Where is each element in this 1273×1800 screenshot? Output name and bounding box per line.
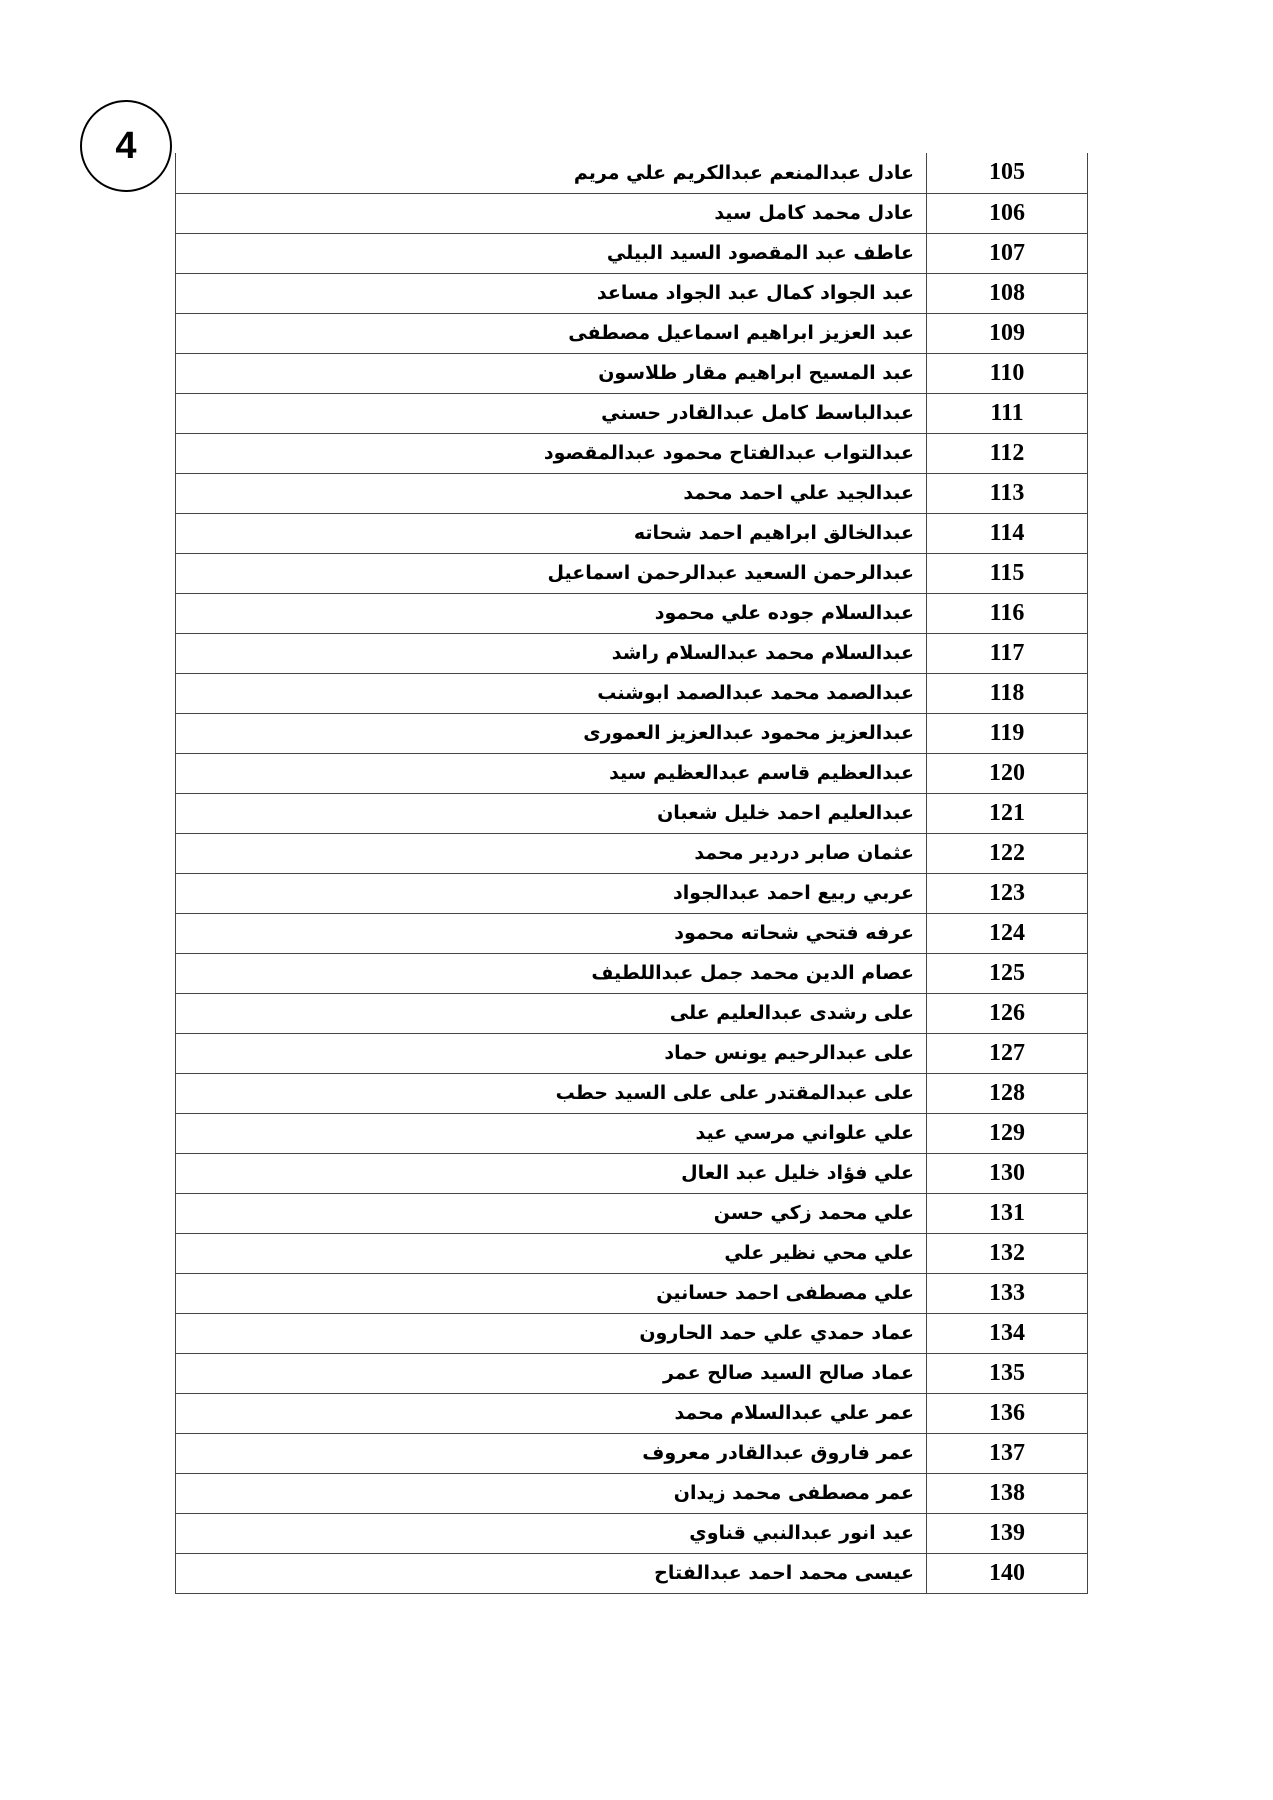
serial-number-cell: 128 — [927, 1073, 1088, 1113]
serial-number-cell: 108 — [927, 273, 1088, 313]
serial-number-cell: 111 — [927, 393, 1088, 433]
serial-number-cell: 116 — [927, 593, 1088, 633]
name-cell: عيسى محمد احمد عبدالفتاح — [176, 1553, 927, 1593]
table-row — [176, 1393, 1088, 1433]
table-row — [176, 1273, 1088, 1313]
table-row — [176, 353, 1088, 393]
table-row — [176, 313, 1088, 353]
name-cell: على رشدى عبدالعليم على — [176, 993, 927, 1033]
name-cell: على عبدالرحيم يونس حماد — [176, 1033, 927, 1073]
table-row — [176, 593, 1088, 633]
serial-number-cell: 135 — [927, 1353, 1088, 1393]
serial-number-cell: 137 — [927, 1433, 1088, 1473]
serial-number-cell: 117 — [927, 633, 1088, 673]
table-row — [176, 873, 1088, 913]
name-cell: علي مصطفى احمد حسانين — [176, 1273, 927, 1313]
serial-number-cell: 112 — [927, 433, 1088, 473]
name-cell: عمر علي عبدالسلام محمد — [176, 1393, 927, 1433]
name-cell: عماد حمدي علي حمد الحارون — [176, 1313, 927, 1353]
serial-number-cell: 133 — [927, 1273, 1088, 1313]
table-row — [176, 753, 1088, 793]
table-row — [176, 953, 1088, 993]
serial-number-cell: 120 — [927, 753, 1088, 793]
serial-number-cell: 115 — [927, 553, 1088, 593]
name-cell: عمر فاروق عبدالقادر معروف — [176, 1433, 927, 1473]
table-row — [176, 913, 1088, 953]
table-row — [176, 393, 1088, 433]
serial-number-cell: 107 — [927, 233, 1088, 273]
serial-number-cell: 124 — [927, 913, 1088, 953]
serial-number-cell: 105 — [927, 153, 1088, 193]
name-cell: عربي ربيع احمد عبدالجواد — [176, 873, 927, 913]
table-row — [176, 1513, 1088, 1553]
name-cell: عمر مصطفى محمد زيدان — [176, 1473, 927, 1513]
name-cell: عبدالخالق ابراهيم احمد شحاته — [176, 513, 927, 553]
name-cell: عبد الجواد كمال عبد الجواد مساعد — [176, 273, 927, 313]
serial-number-cell: 106 — [927, 193, 1088, 233]
table-row — [176, 673, 1088, 713]
serial-number-cell: 109 — [927, 313, 1088, 353]
table-row — [176, 1153, 1088, 1193]
table-row — [176, 273, 1088, 313]
name-cell: عبدالعزيز محمود عبدالعزيز العمورى — [176, 713, 927, 753]
serial-number-cell: 110 — [927, 353, 1088, 393]
name-cell: عرفه فتحي شحاته محمود — [176, 913, 927, 953]
name-cell: عادل عبدالمنعم عبدالكريم علي مريم — [176, 153, 927, 193]
name-cell: عادل محمد كامل سيد — [176, 193, 927, 233]
table-row — [176, 1433, 1088, 1473]
name-cell: عبد العزيز ابراهيم اسماعيل مصطفى — [176, 313, 927, 353]
name-cell: عثمان صابر دردير محمد — [176, 833, 927, 873]
name-cell: عبدالسلام جوده علي محمود — [176, 593, 927, 633]
serial-number-cell: 129 — [927, 1113, 1088, 1153]
table-row — [176, 1073, 1088, 1113]
table-row — [176, 1193, 1088, 1233]
table-row — [176, 1233, 1088, 1273]
name-cell: عبدالعليم احمد خليل شعبان — [176, 793, 927, 833]
name-cell: على عبدالمقتدر على على السيد حطب — [176, 1073, 927, 1113]
table-row — [176, 553, 1088, 593]
table-row — [176, 793, 1088, 833]
serial-number-cell: 119 — [927, 713, 1088, 753]
serial-number-cell: 132 — [927, 1233, 1088, 1273]
serial-number-cell: 131 — [927, 1193, 1088, 1233]
serial-number-cell: 126 — [927, 993, 1088, 1033]
serial-number-cell: 127 — [927, 1033, 1088, 1073]
table-row — [176, 1553, 1088, 1593]
serial-number-cell: 134 — [927, 1313, 1088, 1353]
name-cell: عبدالجيد علي احمد محمد — [176, 473, 927, 513]
serial-number-cell: 140 — [927, 1553, 1088, 1593]
name-cell: علي محي نظير علي — [176, 1233, 927, 1273]
serial-number-cell: 118 — [927, 673, 1088, 713]
table-row — [176, 833, 1088, 873]
roster-table-container — [175, 153, 1087, 1594]
name-cell: عبد المسيح ابراهيم مقار طلاسون — [176, 353, 927, 393]
name-cell: عبدالتواب عبدالفتاح محمود عبدالمقصود — [176, 433, 927, 473]
name-cell: عيد انور عبدالنبي قناوي — [176, 1513, 927, 1553]
name-cell: عصام الدين محمد جمل عبداللطيف — [176, 953, 927, 993]
roster-table — [175, 153, 1088, 1594]
name-cell: علي علواني مرسي عيد — [176, 1113, 927, 1153]
name-cell: عبدالسلام محمد عبدالسلام راشد — [176, 633, 927, 673]
table-row — [176, 1313, 1088, 1353]
table-row — [176, 473, 1088, 513]
table-row — [176, 1353, 1088, 1393]
name-cell: عبدالصمد محمد عبدالصمد ابوشنب — [176, 673, 927, 713]
roster-table-body — [176, 153, 1088, 1593]
table-row — [176, 633, 1088, 673]
table-row — [176, 713, 1088, 753]
name-cell: عبدالباسط كامل عبدالقادر حسني — [176, 393, 927, 433]
table-row — [176, 193, 1088, 233]
serial-number-cell: 123 — [927, 873, 1088, 913]
serial-number-cell: 114 — [927, 513, 1088, 553]
serial-number-cell: 125 — [927, 953, 1088, 993]
table-row — [176, 433, 1088, 473]
table-row — [176, 1473, 1088, 1513]
name-cell: علي محمد زكي حسن — [176, 1193, 927, 1233]
name-cell: عماد صالح السيد صالح عمر — [176, 1353, 927, 1393]
name-cell: علي فؤاد خليل عبد العال — [176, 1153, 927, 1193]
table-row — [176, 1033, 1088, 1073]
name-cell: عبدالعظيم قاسم عبدالعظيم سيد — [176, 753, 927, 793]
serial-number-cell: 113 — [927, 473, 1088, 513]
serial-number-cell: 130 — [927, 1153, 1088, 1193]
serial-number-cell: 139 — [927, 1513, 1088, 1553]
table-row — [176, 993, 1088, 1033]
table-row — [176, 1113, 1088, 1153]
table-row — [176, 153, 1088, 193]
serial-number-cell: 121 — [927, 793, 1088, 833]
name-cell: عبدالرحمن السعيد عبدالرحمن اسماعيل — [176, 553, 927, 593]
table-row — [176, 233, 1088, 273]
table-row — [176, 513, 1088, 553]
serial-number-cell: 122 — [927, 833, 1088, 873]
serial-number-cell: 136 — [927, 1393, 1088, 1433]
page-number-badge: 4 — [80, 100, 172, 192]
name-cell: عاطف عبد المقصود السيد البيلي — [176, 233, 927, 273]
serial-number-cell: 138 — [927, 1473, 1088, 1513]
